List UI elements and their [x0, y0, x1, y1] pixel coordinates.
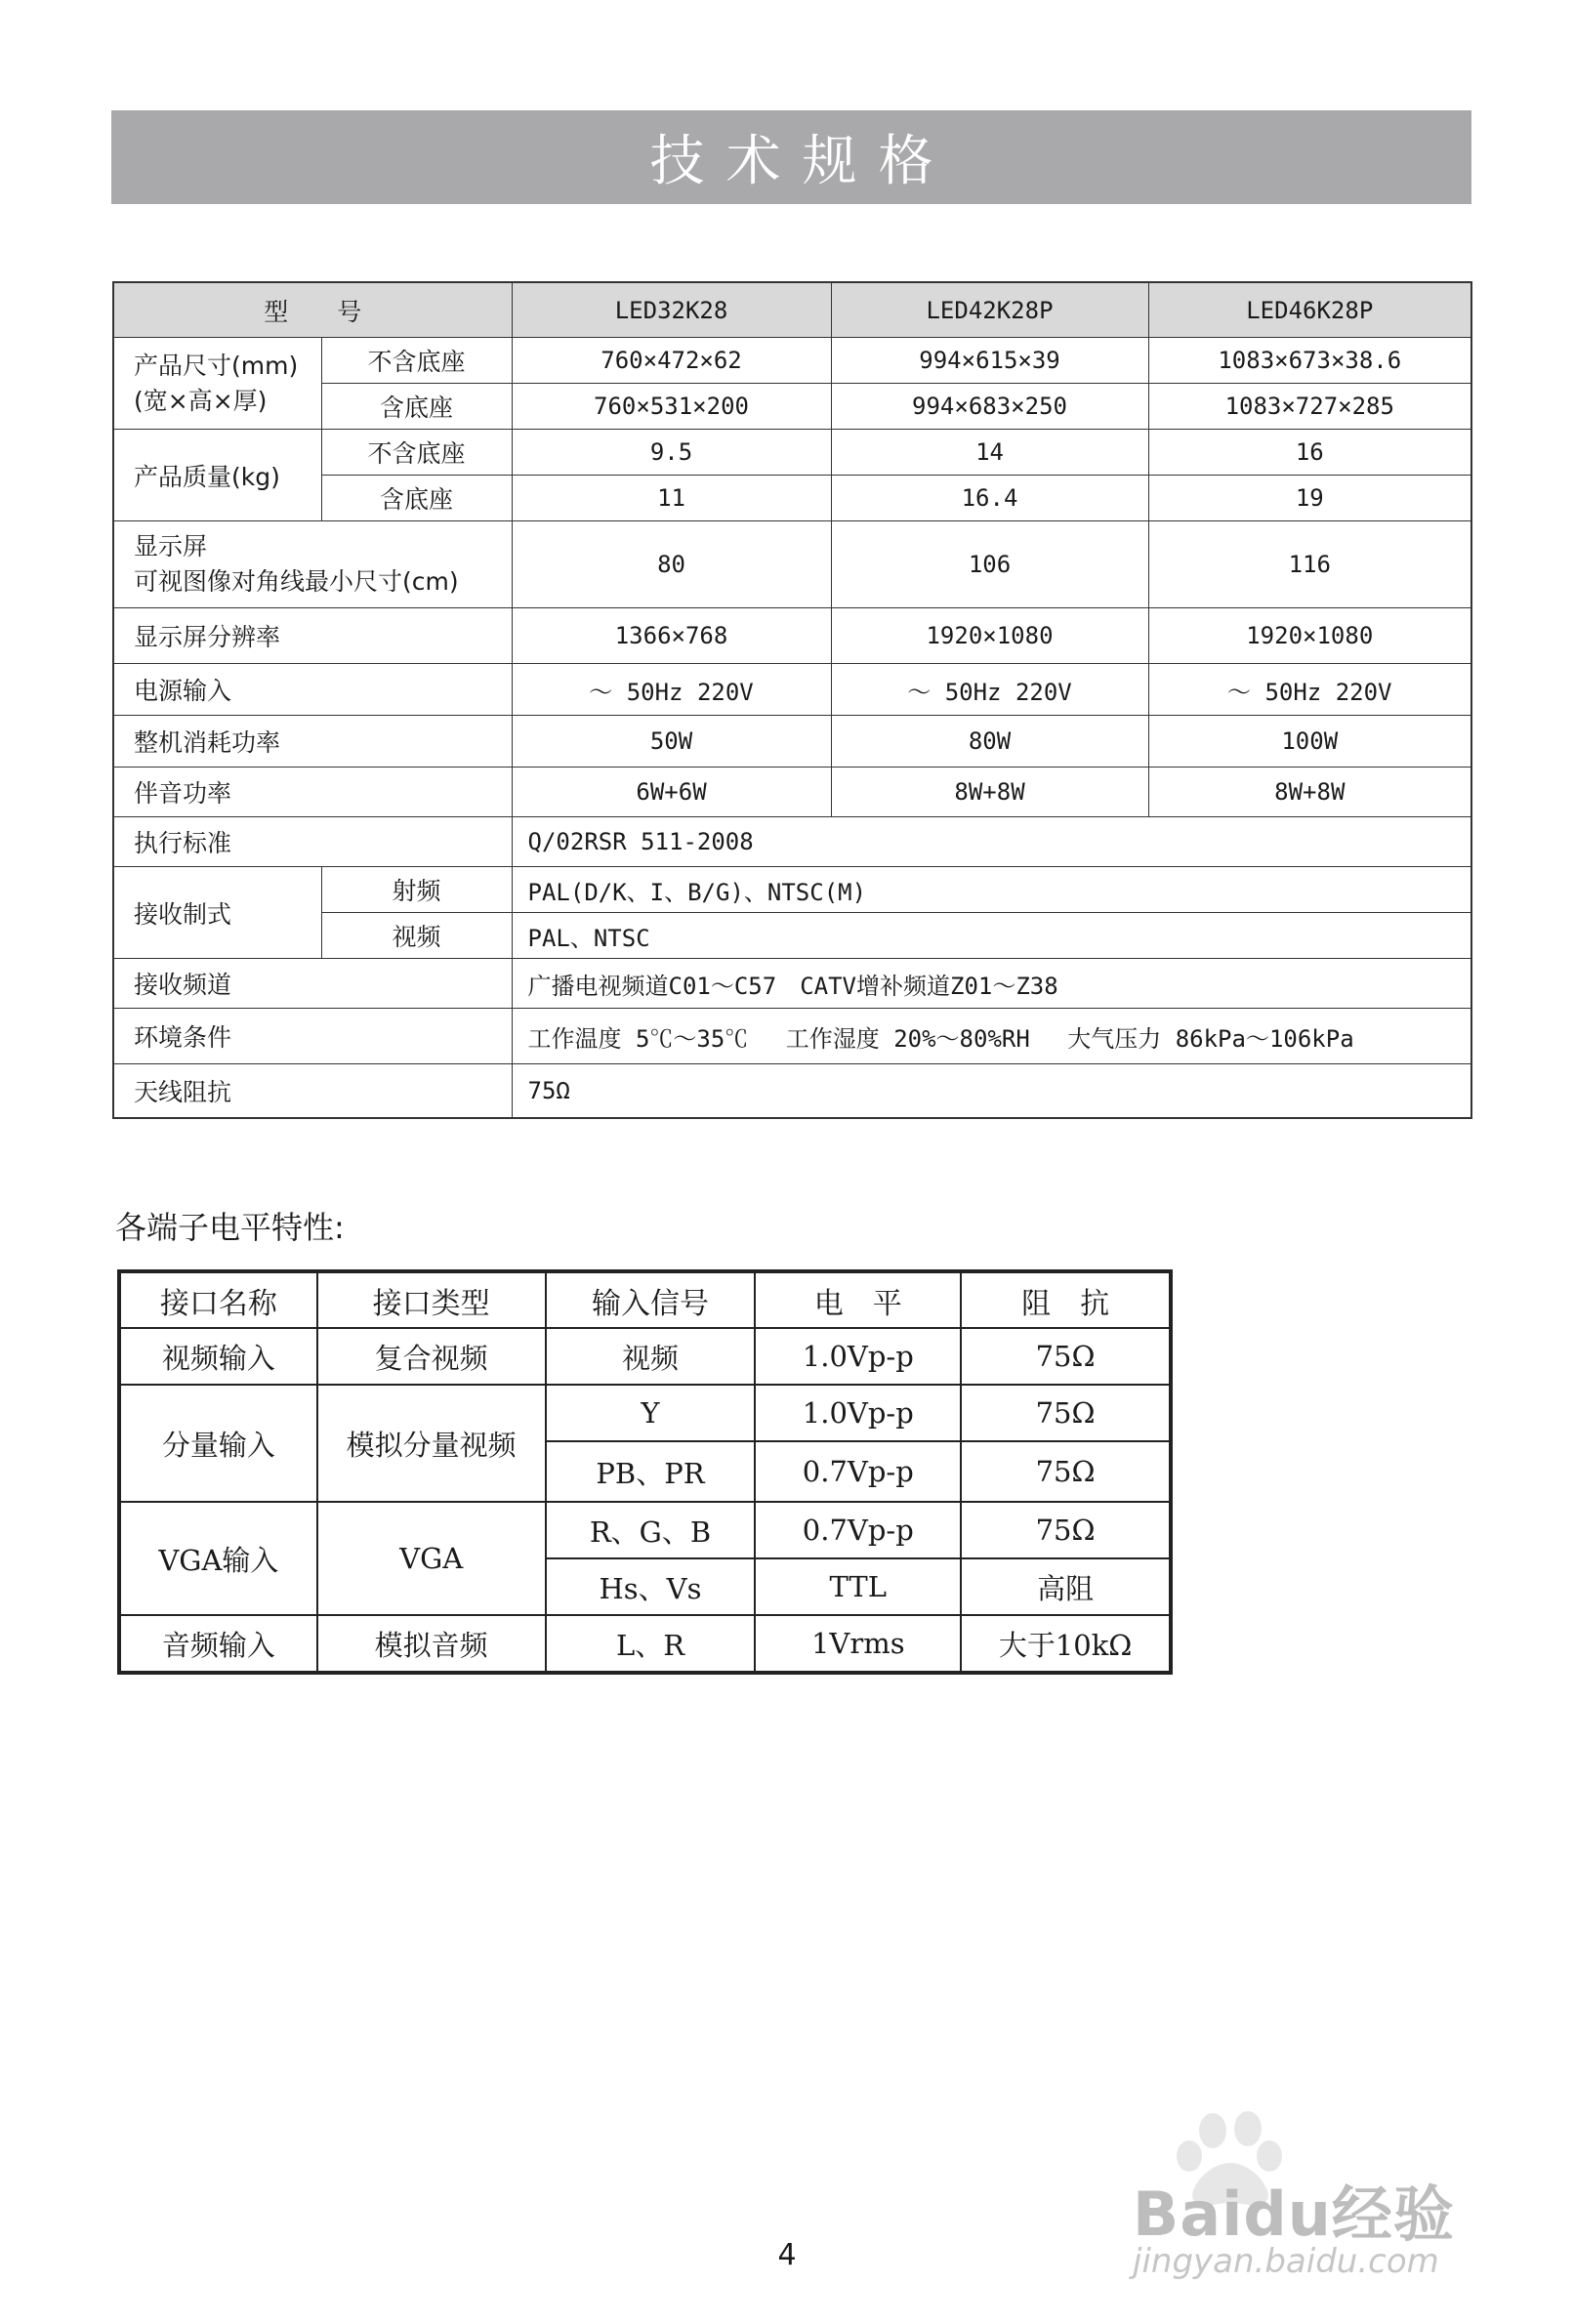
screen-label-line2: 可视图像对角线最小尺寸(cm)	[134, 567, 459, 596]
power-consumption-label: 整机消耗功率	[113, 716, 512, 768]
weight-label: 产品质量(kg)	[113, 430, 321, 521]
spec-table	[112, 281, 1472, 1119]
port-signal: L、R	[546, 1615, 756, 1673]
channels-value: 广播电视频道C01～C57 CATV增补频道Z01～Z38	[512, 959, 1471, 1009]
port-type: 模拟音频	[317, 1615, 546, 1673]
model-led42k28p: LED42K28P	[831, 282, 1148, 338]
watermark-url: jingyan.baidu.com	[1133, 2242, 1439, 2281]
reception-value: PAL、NTSC	[512, 913, 1471, 959]
weight-value: 11	[512, 476, 831, 521]
weight-row-no-stand	[113, 430, 1471, 476]
port-signal: Hs、Vs	[546, 1558, 756, 1615]
port-impedance: 75Ω	[961, 1441, 1171, 1502]
port-level: 1.0Vp-p	[755, 1385, 961, 1441]
port-impedance: 75Ω	[961, 1385, 1171, 1441]
size-value: 1083×673×38.6	[1148, 338, 1471, 384]
screen-value: 116	[1148, 521, 1471, 608]
size-value: 760×472×62	[512, 338, 831, 384]
port-impedance: 高阻	[961, 1558, 1171, 1615]
model-led46k28p: LED46K28P	[1148, 282, 1471, 338]
power-input-value: ～ 50Hz 220V	[512, 664, 831, 716]
reception-row-rf	[113, 867, 1471, 913]
component-row-y	[119, 1385, 1171, 1441]
col-port-name: 接口名称	[119, 1271, 317, 1328]
port-signal: 视频	[546, 1328, 756, 1385]
port-level: 1Vrms	[755, 1615, 961, 1673]
environment-label: 环境条件	[113, 1009, 512, 1064]
screen-label-line1: 显示屏	[134, 532, 208, 560]
environment-value: 工作温度 5℃～35℃ 工作湿度 20%～80%RH 大气压力 86kPa～106kPa	[512, 1009, 1471, 1064]
weight-value: 16	[1148, 430, 1471, 476]
ports-header-row	[119, 1271, 1171, 1328]
port-signal: PB、PR	[546, 1441, 756, 1502]
size-label-line2: (宽×高×厚)	[134, 386, 268, 415]
size-label-line1: 产品尺寸(mm)	[134, 351, 299, 380]
antenna-row	[113, 1064, 1471, 1119]
resolution-row	[113, 608, 1471, 664]
col-impedance: 阻 抗	[961, 1271, 1171, 1328]
weight-sub-label: 含底座	[321, 476, 512, 521]
resolution-value: 1920×1080	[1148, 608, 1471, 664]
page-title: 技术规格	[649, 130, 955, 193]
port-type: 复合视频	[317, 1328, 546, 1385]
power-consumption-value: 50W	[512, 716, 831, 768]
audio-input-row	[119, 1615, 1171, 1673]
port-level: 0.7Vp-p	[755, 1441, 961, 1502]
port-impedance: 75Ω	[961, 1328, 1171, 1385]
title-banner	[111, 110, 1471, 204]
spec-header-row	[113, 282, 1471, 338]
port-name: VGA输入	[119, 1502, 317, 1615]
standard-label: 执行标准	[113, 817, 512, 867]
audio-power-value: 6W+6W	[512, 768, 831, 817]
size-label	[113, 338, 321, 430]
size-sub-label: 含底座	[321, 384, 512, 430]
model-header: 型 号	[113, 282, 512, 338]
weight-value: 16.4	[831, 476, 1148, 521]
weight-value: 19	[1148, 476, 1471, 521]
video-input-row	[119, 1328, 1171, 1385]
antenna-label: 天线阻抗	[113, 1064, 512, 1119]
reception-sub-label: 视频	[321, 913, 512, 959]
audio-power-value: 8W+8W	[831, 768, 1148, 817]
watermark-brand: Baidu经验	[1133, 2179, 1455, 2250]
channels-label: 接收频道	[113, 959, 512, 1009]
reception-label: 接收制式	[113, 867, 321, 959]
screen-value: 80	[512, 521, 831, 608]
audio-power-value: 8W+8W	[1148, 768, 1471, 817]
vga-row-rgb	[119, 1502, 1171, 1558]
port-signal: Y	[546, 1385, 756, 1441]
power-input-value: ～ 50Hz 220V	[831, 664, 1148, 716]
standard-row	[113, 817, 1471, 867]
port-type: 模拟分量视频	[317, 1385, 546, 1502]
size-value: 1083×727×285	[1148, 384, 1471, 430]
power-input-label: 电源输入	[113, 664, 512, 716]
weight-value: 9.5	[512, 430, 831, 476]
power-consumption-value: 80W	[831, 716, 1148, 768]
screen-row	[113, 521, 1471, 608]
weight-sub-label: 不含底座	[321, 430, 512, 476]
reception-value: PAL(D/K、I、B/G)、NTSC(M)	[512, 867, 1471, 913]
screen-label	[113, 521, 512, 608]
environment-row	[113, 1009, 1471, 1064]
page-number: 4	[777, 2238, 797, 2272]
port-type: VGA	[317, 1502, 546, 1615]
port-level: TTL	[755, 1558, 961, 1615]
port-impedance: 75Ω	[961, 1502, 1171, 1558]
model-led32k28: LED32K28	[512, 282, 831, 338]
power-consumption-row	[113, 716, 1471, 768]
size-value: 760×531×200	[512, 384, 831, 430]
size-row-no-stand	[113, 338, 1471, 384]
power-input-value: ～ 50Hz 220V	[1148, 664, 1471, 716]
port-level: 1.0Vp-p	[755, 1328, 961, 1385]
port-name: 视频输入	[119, 1328, 317, 1385]
port-name: 分量输入	[119, 1385, 317, 1502]
antenna-value: 75Ω	[512, 1064, 1471, 1119]
power-consumption-value: 100W	[1148, 716, 1471, 768]
resolution-label: 显示屏分辨率	[113, 608, 512, 664]
screen-value: 106	[831, 521, 1148, 608]
size-value: 994×683×250	[831, 384, 1148, 430]
col-port-type: 接口类型	[317, 1271, 546, 1328]
resolution-value: 1366×768	[512, 608, 831, 664]
size-value: 994×615×39	[831, 338, 1148, 384]
size-sub-label: 不含底座	[321, 338, 512, 384]
port-level: 0.7Vp-p	[755, 1502, 961, 1558]
power-input-row	[113, 664, 1471, 716]
port-name: 音频输入	[119, 1615, 317, 1673]
audio-power-label: 伴音功率	[113, 768, 512, 817]
port-signal: R、G、B	[546, 1502, 756, 1558]
ports-table	[117, 1269, 1173, 1675]
port-impedance: 大于10kΩ	[961, 1615, 1171, 1673]
resolution-value: 1920×1080	[831, 608, 1148, 664]
reception-sub-label: 射频	[321, 867, 512, 913]
col-input-signal: 输入信号	[546, 1271, 756, 1328]
weight-value: 14	[831, 430, 1148, 476]
ports-section-title: 各端子电平特性:	[115, 1209, 345, 1246]
col-level: 电 平	[755, 1271, 961, 1328]
channels-row	[113, 959, 1471, 1009]
audio-power-row	[113, 768, 1471, 817]
standard-value: Q/02RSR 511-2008	[512, 817, 1471, 867]
